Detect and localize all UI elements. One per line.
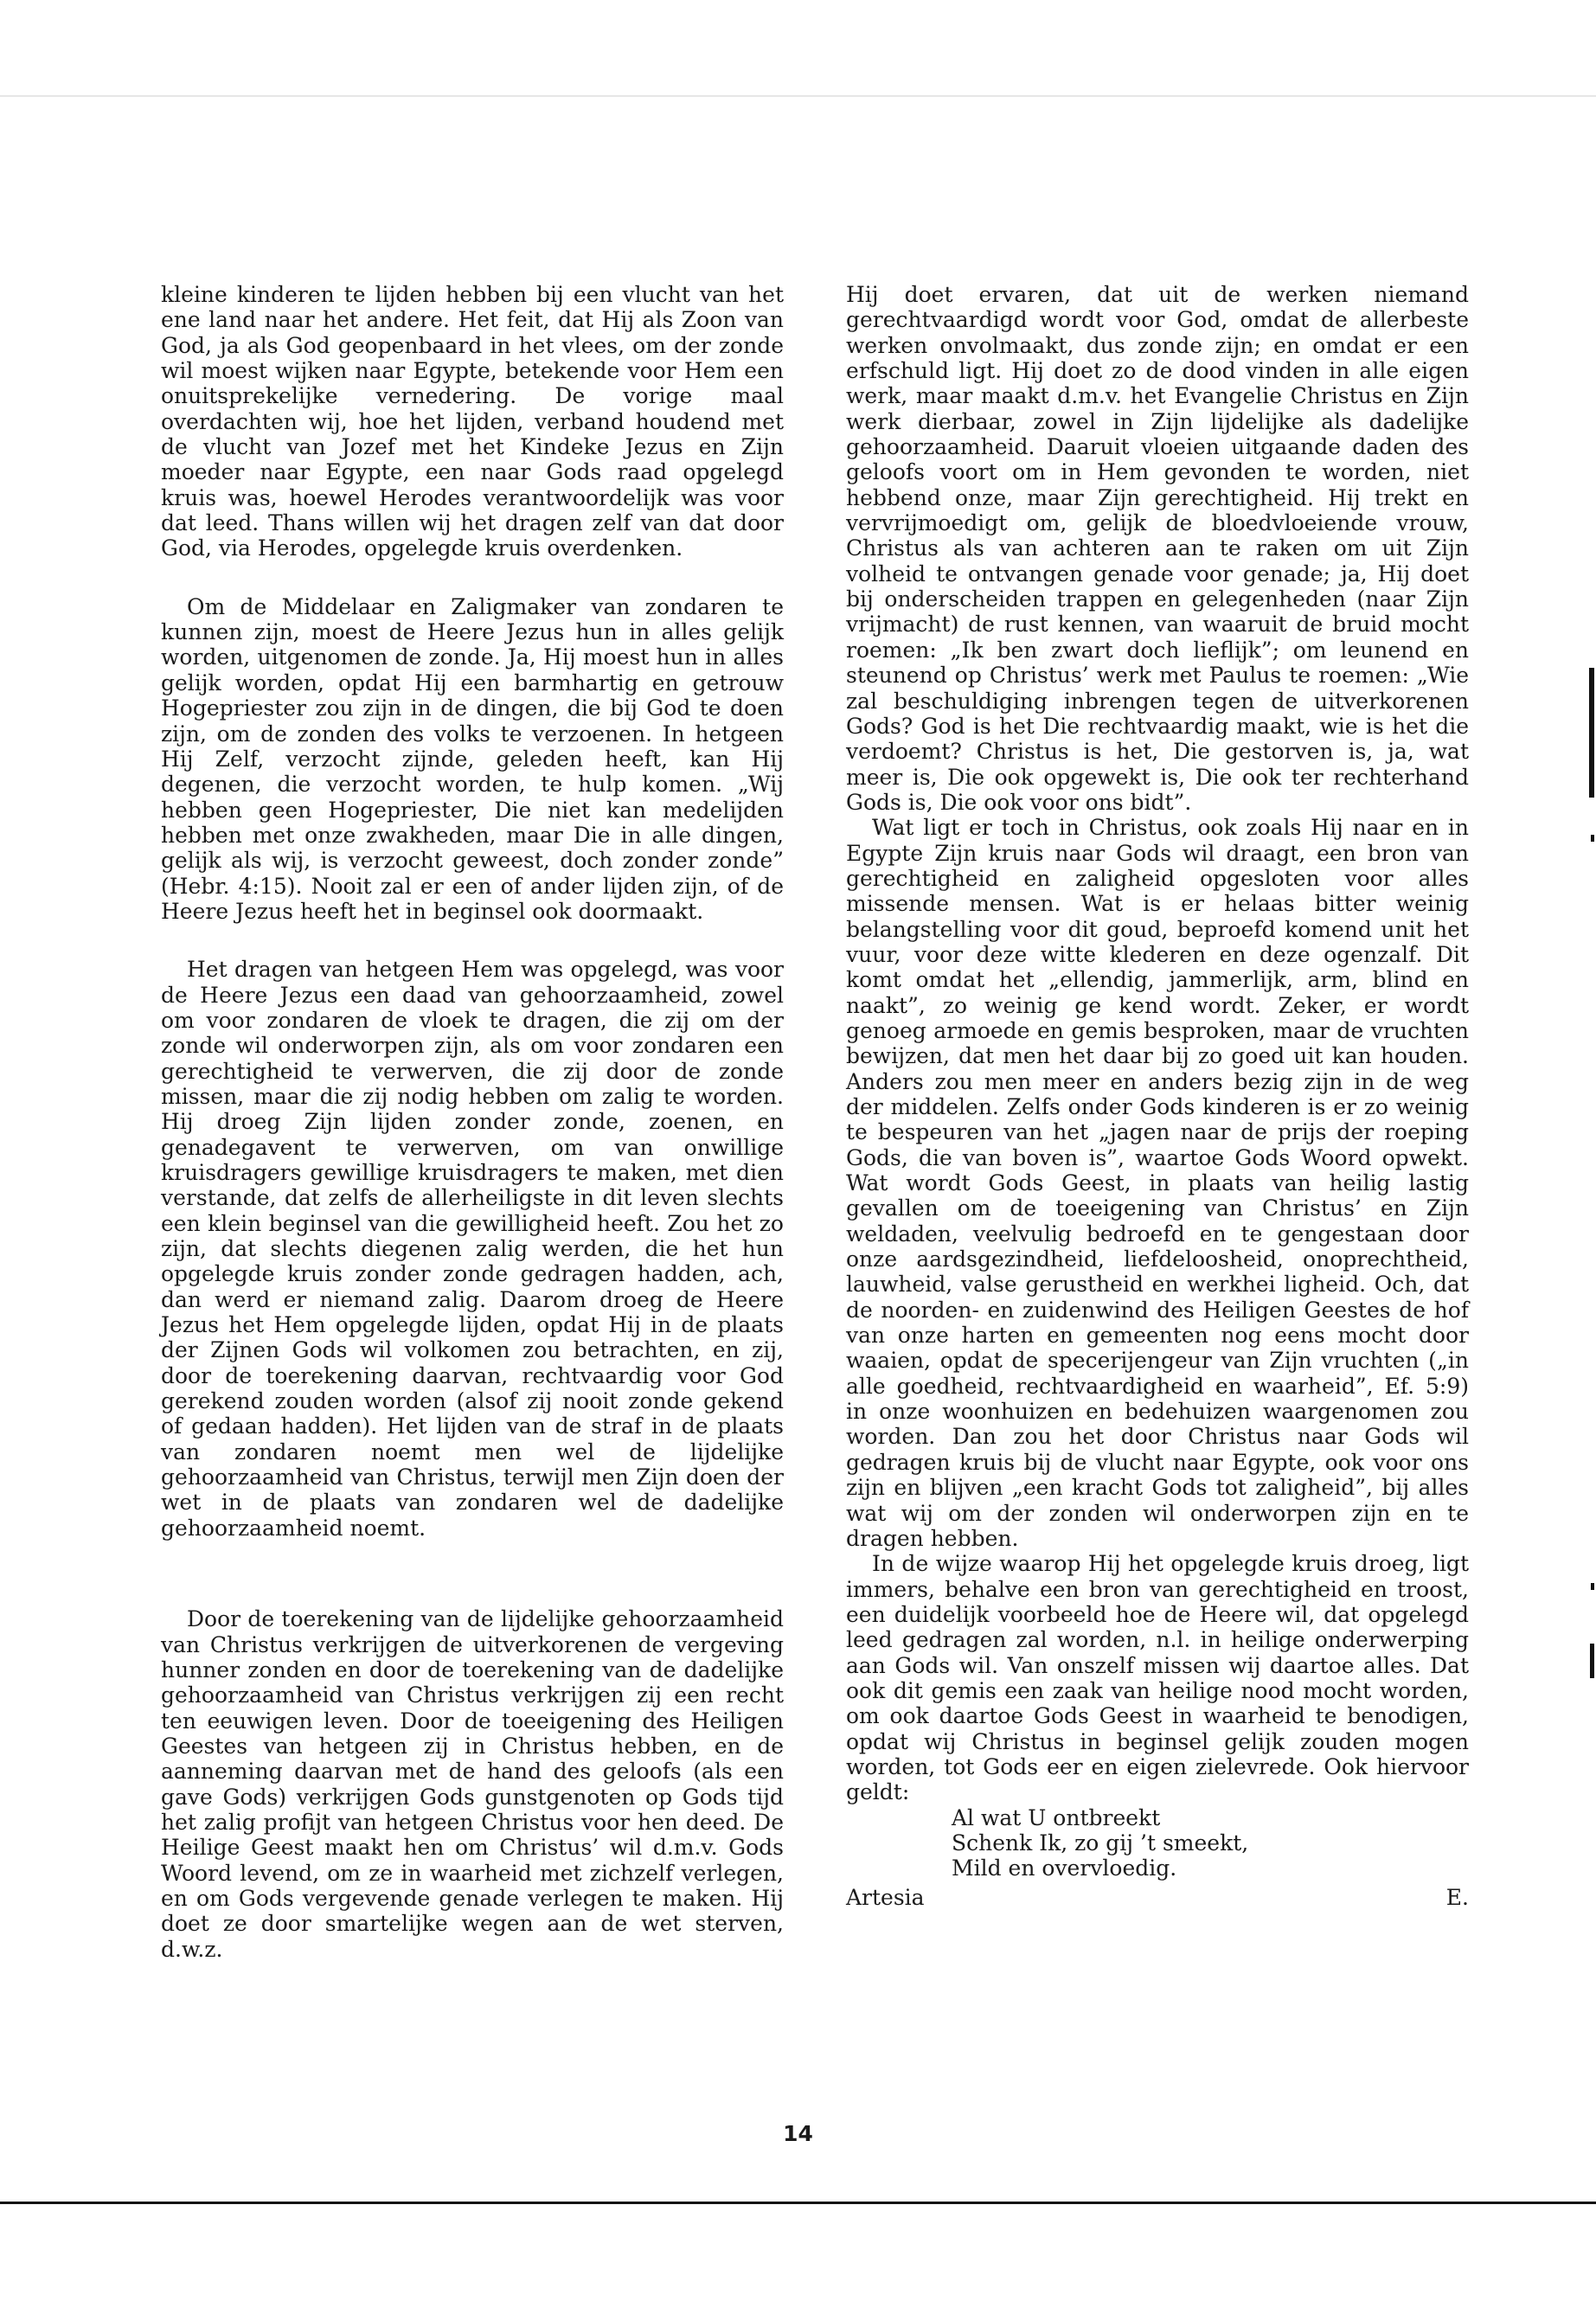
right-column: [846, 282, 1469, 1910]
bottom-scan-edge: [0, 2202, 1596, 2204]
scan-edge-mark: [1591, 835, 1594, 842]
poem-line: Mild en overvloedig.: [952, 1856, 1177, 1881]
poem: [952, 1805, 1469, 1881]
paragraph: Wat ligt er toch in Christus, ook zoals Hij naar en in Egypte Zijn kruis naar Gods wil draagt, een bron van gerechtigheid en zaligheid opgesloten voor alles missende mensen. Wat is er helaas bitter weinig belangstelling voor dit goud, beproefd komend unit het vuur, voor deze witte klederen en deze ogenzalf. Dit komt omdat het „ellendig, jammerlijk, arm, blind en naakt”, zo weinig ge kend wordt. Zeker, er wordt genoeg armoede en gemis besproken, maar de vruchten bewijzen, dat men het daar bij zo goed uit kan houden. Anders zou men meer en anders bezig zijn in de weg der middelen. Zelfs onder Gods kinderen is er zo weinig te bespeuren van het „jagen naar de prijs der roeping Gods, die van boven is”, waartoe Gods Woord opwekt. Wat wordt Gods Geest, in plaats van heilig lastig gevallen om de toeeigening van Christus’ en Zijn weldaden, veelvulig bedroefd en te gengestaan door onze aardsgezindheid, liefdeloosheid, onoprechtheid, lauwheid, valse gerustheid en werkhei ligheid. Och, dat de noorden- en zuidenwind des Heiligen Geestes de hof van onze harten en gemeenten nog eens mocht door waaien, opdat de specerijengeur van Zijn vruchten („in alle goedheid, rechtvaardigheid en waarheid”, Ef. 5:9) in onze woonhuizen en bedehuizen waargenomen zou worden. Dan zou het door Christus naar Gods wil gedragen kruis bij de vlucht naar Egypte, ook voor ons zijn en blijven „een kracht Gods tot zaligheid”, bij alles wat wij om der zonden wil onderworpen zijn en te dragen hebben.: [846, 815, 1469, 1551]
poem-line: Al wat U ontbreekt: [952, 1804, 1161, 1830]
poem-line: Schenk Ik, zo gij ’t smeekt,: [952, 1830, 1249, 1856]
author-initial: E.: [1445, 1884, 1469, 1910]
paragraph: kleine kinderen te lijden hebben bij een vlucht van het ene land naar het andere. Het feit, dat Hij als Zoon van God, ja als God geopenbaard in het vlees, om der zonde wil moest wijken naar Egypte, betekende voor Hem een onuitsprekelijke vernedering. De vorige maal overdachten wij, hoe het lijden, verband houdend met de vlucht van Jozef met het Kindeke Jezus en Zijn moeder naar Egypte, een naar Gods raad opgelegd kruis was, hoewel Herodes verantwoordelijk was voor dat leed. Thans willen wij het dragen zelf van dat door God, via Herodes, opgelegde kruis overdenken.: [161, 282, 784, 561]
signoff: [846, 1885, 1469, 1910]
top-scan-edge: [0, 95, 1596, 97]
paragraph: In de wijze waarop Hij het opgelegde kruis droeg, ligt immers, behalve een bron van gerechtigheid en troost, een duidelijk voorbeeld hoe de Heere wil, dat opgelegd leed gedragen zal worden, n.l. in heilige onderwerping aan Gods wil. Van onszelf missen wij daartoe alles. Dat ook dit gemis een zaak van heilige nood mocht worden, om ook daartoe Gods Geest in waarheid te benodigen, opdat wij Christus in beginsel gelijk zouden mogen worden, tot Gods eer en eigen zielevrede. Ook hiervoor geldt:: [846, 1551, 1469, 1805]
left-column: [161, 282, 784, 1962]
place-name: Artesia: [846, 1884, 925, 1910]
paragraph: Door de toerekening van de lijdelijke gehoorzaamheid van Christus verkrijgen de uitverkorenen de vergeving hunner zonden en door de toerekening van de dadelijke gehoorzaamheid van Christus verkrijgen zij een recht ten eeuwigen leven. Door de toeeigening des Heiligen Geestes van hetgeen zij in Christus hebben, en de aanneming daarvan met de hand des geloofs (als een gave Gods) verkrijgen Gods gunstgenoten op Gods tijd het zalig profijt van hetgeen Christus voor hen deed. De Heilige Geest maakt hen om Christus’ wil d.m.v. Gods Woord levend, om ze in waarheid met zichzelf verlegen, en om Gods vergevende genade verlegen te maken. Hij doet ze door smartelijke wegen aan de wet sterven, d.w.z.: [161, 1606, 784, 1962]
scan-edge-mark: [1590, 1644, 1594, 1678]
paragraph: Om de Middelaar en Zaligmaker van zondaren te kunnen zijn, moest de Heere Jezus hun in alles gelijk worden, uitgenomen de zonde. Ja, Hij moest hun in alles gelijk worden, opdat Hij een barmhartig en getrouw Hogepriester zou zijn in de dingen, die bij God te doen zijn, om de zonden des volks te verzoenen. In hetgeen Hij Zelf, verzocht zijnde, geleden heeft, kan Hij degenen, die verzocht worden, te hulp komen. „Wij hebben geen Hogepriester, Die niet kan medelijden hebben met onze zwakheden, maar Die in alle dingen, gelijk als wij, is verzocht geweest, doch zonder zonde” (Hebr. 4:15). Nooit zal er een of ander lijden zijn, of de Heere Jezus heeft het in beginsel ook doormaakt.: [161, 593, 784, 924]
page-number: 14: [783, 2121, 813, 2146]
scan-edge-mark: [1591, 1583, 1594, 1590]
paragraph: Het dragen van hetgeen Hem was opgelegd, was voor de Heere Jezus een daad van gehoorzaamheid, zowel om voor zondaren de vloek te dragen, die zij om der zonde wil onderworpen zijn, als om voor zondaren een gerechtigheid te verwerven, die zij door de zonde missen, maar die zij nodig hebben om zalig te worden. Hij droeg Zijn lijden zonder zonde, zoenen, en genadegavent te verwerven, om van onwillige kruisdragers gewillige kruisdragers te maken, met dien verstande, dat zelfs de allerheiligste in dit leven slechts een klein beginsel van die gewilligheid heeft. Zou het zo zijn, dat slechts diegenen zalig werden, die het hun opgelegde kruis zonder zonde gedragen hadden, ach, dan werd er niemand zalig. Daarom droeg de Heere Jezus het Hem opgelegde lijden, opdat Hij in de plaats der Zijnen Gods wil volkomen zou betrachten, en zij, door de toerekening daarvan, rechtvaardig voor God gerekend zouden worden (alsof zij nooit zonde gekend of gedaan hadden). Het lijden van de straf in de plaats van zondaren noemt men wel de lijdelijke gehoorzaamheid van Christus, terwijl men Zijn doen der wet in de plaats van zondaren wel de dadelijke gehoorzaamheid noemt.: [161, 957, 784, 1541]
scan-edge-mark: [1589, 668, 1594, 798]
paragraph: Hij doet ervaren, dat uit de werken niemand gerechtvaardigd wordt voor God, omdat de allerbeste werken onvolmaakt, dus zonde zijn; en omdat er een erfschuld ligt. Hij doet zo de dood vinden in alle eigen werk, maar maakt d.m.v. het Evangelie Christus en Zijn werk dierbaar, zowel in Zijn lijdelijke als dadelijke gehoorzaamheid. Daaruit vloeien uitgaande daden des geloofs voort om in Hem gevonden te worden, niet hebbend onze, maar Zijn gerechtigheid. Hij trekt en vervrijmoedigt om, gelijk de bloedvloeiende vrouw, Christus als van achteren aan te raken om uit Zijn volheid te ontvangen genade voor genade; ja, Hij doet bij onderscheiden trappen en gelegenheden (naar Zijn vrijmacht) de rust kennen, van waaruit de bruid mocht roemen: „Ik ben zwart doch lieflijk”; om leunend en steunend op Christus’ werk met Paulus te roemen: „Wie zal beschuldiging inbrengen tegen de uitverkorenen Gods? God is het Die rechtvaardig maakt, wie is het die verdoemt? Christus is het, Die gestorven is, ja, wat meer is, Die ook opgewekt is, Die ook ter rechterhand Gods is, Die ook voor ons bidt”.: [846, 282, 1469, 815]
